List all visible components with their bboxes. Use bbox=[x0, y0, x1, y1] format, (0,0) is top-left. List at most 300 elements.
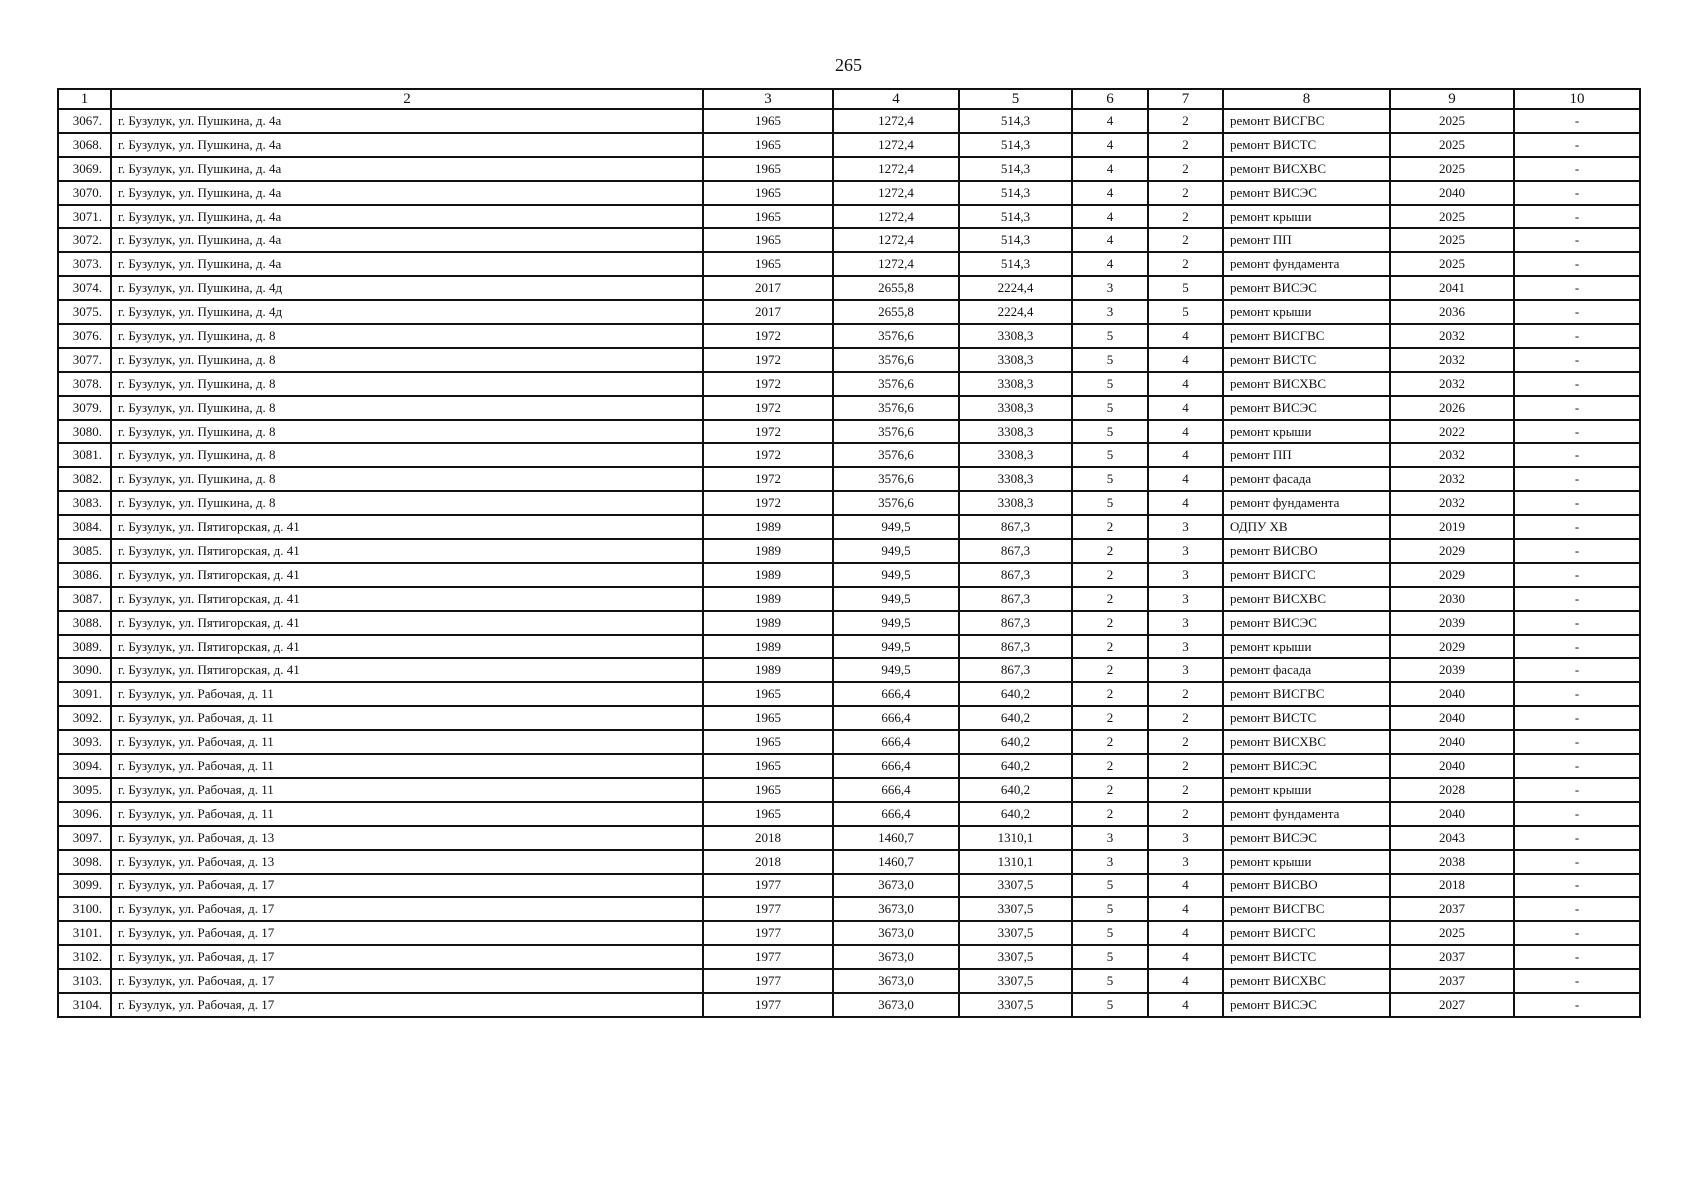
year-cell: 1972 bbox=[703, 467, 833, 491]
column-header: 6 bbox=[1072, 89, 1148, 109]
total-area-cell: 1460,7 bbox=[833, 850, 959, 874]
address-cell: г. Бузулук, ул. Пушкина, д. 4д bbox=[111, 276, 703, 300]
total-area-cell: 949,5 bbox=[833, 635, 959, 659]
table-row bbox=[58, 372, 1640, 396]
note-cell: - bbox=[1514, 252, 1640, 276]
entrances-cell: 3 bbox=[1148, 539, 1223, 563]
total-area-cell: 1272,4 bbox=[833, 181, 959, 205]
living-area-cell: 514,3 bbox=[959, 133, 1072, 157]
floors-cell: 5 bbox=[1072, 324, 1148, 348]
work-type-cell: ремонт фасада bbox=[1223, 467, 1390, 491]
entrances-cell: 2 bbox=[1148, 802, 1223, 826]
row-number-cell: 3103. bbox=[58, 969, 111, 993]
address-cell: г. Бузулук, ул. Пятигорская, д. 41 bbox=[111, 611, 703, 635]
total-area-cell: 1272,4 bbox=[833, 228, 959, 252]
entrances-cell: 4 bbox=[1148, 897, 1223, 921]
work-type-cell: ремонт фундамента bbox=[1223, 491, 1390, 515]
row-number-cell: 3101. bbox=[58, 921, 111, 945]
year-cell: 2018 bbox=[703, 826, 833, 850]
table-row bbox=[58, 778, 1640, 802]
table-row bbox=[58, 826, 1640, 850]
work-type-cell: ремонт крыши bbox=[1223, 778, 1390, 802]
row-number-cell: 3085. bbox=[58, 539, 111, 563]
table-row bbox=[58, 133, 1640, 157]
living-area-cell: 640,2 bbox=[959, 778, 1072, 802]
work-type-cell: ремонт ВИСВО bbox=[1223, 539, 1390, 563]
table-row bbox=[58, 324, 1640, 348]
total-area-cell: 3673,0 bbox=[833, 897, 959, 921]
year-cell: 2018 bbox=[703, 850, 833, 874]
note-cell: - bbox=[1514, 420, 1640, 444]
row-number-cell: 3099. bbox=[58, 874, 111, 898]
table-row bbox=[58, 754, 1640, 778]
total-area-cell: 949,5 bbox=[833, 539, 959, 563]
planned-year-cell: 2018 bbox=[1390, 874, 1514, 898]
work-type-cell: ремонт крыши bbox=[1223, 420, 1390, 444]
total-area-cell: 666,4 bbox=[833, 682, 959, 706]
table-row bbox=[58, 491, 1640, 515]
table-row bbox=[58, 181, 1640, 205]
planned-year-cell: 2040 bbox=[1390, 682, 1514, 706]
work-type-cell: ремонт ВИСХВС bbox=[1223, 587, 1390, 611]
table-row bbox=[58, 658, 1640, 682]
row-number-cell: 3087. bbox=[58, 587, 111, 611]
floors-cell: 4 bbox=[1072, 252, 1148, 276]
row-number-cell: 3071. bbox=[58, 205, 111, 229]
planned-year-cell: 2025 bbox=[1390, 133, 1514, 157]
entrances-cell: 3 bbox=[1148, 587, 1223, 611]
living-area-cell: 2224,4 bbox=[959, 300, 1072, 324]
living-area-cell: 640,2 bbox=[959, 706, 1072, 730]
planned-year-cell: 2043 bbox=[1390, 826, 1514, 850]
year-cell: 1965 bbox=[703, 205, 833, 229]
address-cell: г. Бузулук, ул. Рабочая, д. 17 bbox=[111, 993, 703, 1017]
note-cell: - bbox=[1514, 706, 1640, 730]
header-row bbox=[58, 89, 1640, 109]
row-number-cell: 3082. bbox=[58, 467, 111, 491]
note-cell: - bbox=[1514, 133, 1640, 157]
living-area-cell: 3307,5 bbox=[959, 969, 1072, 993]
entrances-cell: 2 bbox=[1148, 133, 1223, 157]
address-cell: г. Бузулук, ул. Пушкина, д. 8 bbox=[111, 396, 703, 420]
row-number-cell: 3093. bbox=[58, 730, 111, 754]
year-cell: 1972 bbox=[703, 324, 833, 348]
row-number-cell: 3069. bbox=[58, 157, 111, 181]
floors-cell: 3 bbox=[1072, 276, 1148, 300]
address-cell: г. Бузулук, ул. Пушкина, д. 4а bbox=[111, 157, 703, 181]
total-area-cell: 1460,7 bbox=[833, 826, 959, 850]
entrances-cell: 3 bbox=[1148, 515, 1223, 539]
work-type-cell: ремонт ВИСГС bbox=[1223, 563, 1390, 587]
note-cell: - bbox=[1514, 587, 1640, 611]
living-area-cell: 640,2 bbox=[959, 754, 1072, 778]
living-area-cell: 3307,5 bbox=[959, 993, 1072, 1017]
note-cell: - bbox=[1514, 921, 1640, 945]
planned-year-cell: 2037 bbox=[1390, 945, 1514, 969]
planned-year-cell: 2028 bbox=[1390, 778, 1514, 802]
entrances-cell: 4 bbox=[1148, 443, 1223, 467]
work-type-cell: ремонт крыши bbox=[1223, 850, 1390, 874]
address-cell: г. Бузулук, ул. Пушкина, д. 8 bbox=[111, 348, 703, 372]
row-number-cell: 3083. bbox=[58, 491, 111, 515]
address-cell: г. Бузулук, ул. Рабочая, д. 11 bbox=[111, 754, 703, 778]
year-cell: 1989 bbox=[703, 587, 833, 611]
year-cell: 2017 bbox=[703, 300, 833, 324]
note-cell: - bbox=[1514, 348, 1640, 372]
living-area-cell: 3308,3 bbox=[959, 491, 1072, 515]
planned-year-cell: 2040 bbox=[1390, 706, 1514, 730]
floors-cell: 5 bbox=[1072, 396, 1148, 420]
note-cell: - bbox=[1514, 467, 1640, 491]
year-cell: 1972 bbox=[703, 443, 833, 467]
note-cell: - bbox=[1514, 969, 1640, 993]
address-cell: г. Бузулук, ул. Пушкина, д. 4а bbox=[111, 205, 703, 229]
year-cell: 1972 bbox=[703, 420, 833, 444]
total-area-cell: 3576,6 bbox=[833, 491, 959, 515]
entrances-cell: 4 bbox=[1148, 348, 1223, 372]
row-number-cell: 3074. bbox=[58, 276, 111, 300]
year-cell: 1977 bbox=[703, 897, 833, 921]
total-area-cell: 949,5 bbox=[833, 658, 959, 682]
row-number-cell: 3094. bbox=[58, 754, 111, 778]
entrances-cell: 2 bbox=[1148, 157, 1223, 181]
floors-cell: 4 bbox=[1072, 205, 1148, 229]
note-cell: - bbox=[1514, 563, 1640, 587]
living-area-cell: 3308,3 bbox=[959, 324, 1072, 348]
living-area-cell: 3307,5 bbox=[959, 945, 1072, 969]
address-cell: г. Бузулук, ул. Пушкина, д. 8 bbox=[111, 324, 703, 348]
floors-cell: 2 bbox=[1072, 563, 1148, 587]
address-cell: г. Бузулук, ул. Пушкина, д. 8 bbox=[111, 443, 703, 467]
table-row bbox=[58, 850, 1640, 874]
address-cell: г. Бузулук, ул. Пятигорская, д. 41 bbox=[111, 635, 703, 659]
table-body bbox=[58, 109, 1640, 1017]
year-cell: 1989 bbox=[703, 611, 833, 635]
year-cell: 1977 bbox=[703, 921, 833, 945]
address-cell: г. Бузулук, ул. Рабочая, д. 17 bbox=[111, 874, 703, 898]
living-area-cell: 514,3 bbox=[959, 252, 1072, 276]
entrances-cell: 4 bbox=[1148, 324, 1223, 348]
column-header: 10 bbox=[1514, 89, 1640, 109]
address-cell: г. Бузулук, ул. Рабочая, д. 11 bbox=[111, 778, 703, 802]
table-row bbox=[58, 706, 1640, 730]
column-header: 4 bbox=[833, 89, 959, 109]
entrances-cell: 4 bbox=[1148, 969, 1223, 993]
note-cell: - bbox=[1514, 897, 1640, 921]
address-cell: г. Бузулук, ул. Рабочая, д. 17 bbox=[111, 897, 703, 921]
table-row bbox=[58, 969, 1640, 993]
work-type-cell: ремонт крыши bbox=[1223, 635, 1390, 659]
table-row bbox=[58, 682, 1640, 706]
floors-cell: 4 bbox=[1072, 228, 1148, 252]
column-header: 2 bbox=[111, 89, 703, 109]
note-cell: - bbox=[1514, 682, 1640, 706]
living-area-cell: 867,3 bbox=[959, 587, 1072, 611]
planned-year-cell: 2039 bbox=[1390, 611, 1514, 635]
work-type-cell: ремонт ВИСГС bbox=[1223, 921, 1390, 945]
planned-year-cell: 2040 bbox=[1390, 730, 1514, 754]
planned-year-cell: 2040 bbox=[1390, 754, 1514, 778]
address-cell: г. Бузулук, ул. Пушкина, д. 4а bbox=[111, 252, 703, 276]
work-type-cell: ремонт ВИСЭС bbox=[1223, 276, 1390, 300]
floors-cell: 5 bbox=[1072, 969, 1148, 993]
address-cell: г. Бузулук, ул. Пятигорская, д. 41 bbox=[111, 515, 703, 539]
entrances-cell: 3 bbox=[1148, 658, 1223, 682]
entrances-cell: 3 bbox=[1148, 826, 1223, 850]
year-cell: 1965 bbox=[703, 228, 833, 252]
work-type-cell: ремонт крыши bbox=[1223, 300, 1390, 324]
year-cell: 1972 bbox=[703, 372, 833, 396]
floors-cell: 5 bbox=[1072, 467, 1148, 491]
row-number-cell: 3086. bbox=[58, 563, 111, 587]
entrances-cell: 2 bbox=[1148, 778, 1223, 802]
floors-cell: 2 bbox=[1072, 778, 1148, 802]
table-row bbox=[58, 563, 1640, 587]
entrances-cell: 4 bbox=[1148, 945, 1223, 969]
row-number-cell: 3084. bbox=[58, 515, 111, 539]
total-area-cell: 666,4 bbox=[833, 706, 959, 730]
address-cell: г. Бузулук, ул. Пушкина, д. 8 bbox=[111, 491, 703, 515]
work-type-cell: ремонт ВИСЭС bbox=[1223, 396, 1390, 420]
floors-cell: 4 bbox=[1072, 157, 1148, 181]
work-type-cell: ремонт ВИСЭС bbox=[1223, 993, 1390, 1017]
total-area-cell: 3673,0 bbox=[833, 993, 959, 1017]
table-row bbox=[58, 467, 1640, 491]
address-cell: г. Бузулук, ул. Пушкина, д. 4а bbox=[111, 133, 703, 157]
total-area-cell: 949,5 bbox=[833, 611, 959, 635]
year-cell: 1965 bbox=[703, 778, 833, 802]
floors-cell: 5 bbox=[1072, 874, 1148, 898]
entrances-cell: 4 bbox=[1148, 993, 1223, 1017]
row-number-cell: 3098. bbox=[58, 850, 111, 874]
table-row bbox=[58, 157, 1640, 181]
planned-year-cell: 2025 bbox=[1390, 252, 1514, 276]
planned-year-cell: 2038 bbox=[1390, 850, 1514, 874]
note-cell: - bbox=[1514, 874, 1640, 898]
row-number-cell: 3100. bbox=[58, 897, 111, 921]
floors-cell: 5 bbox=[1072, 897, 1148, 921]
planned-year-cell: 2027 bbox=[1390, 993, 1514, 1017]
row-number-cell: 3091. bbox=[58, 682, 111, 706]
note-cell: - bbox=[1514, 205, 1640, 229]
year-cell: 1965 bbox=[703, 802, 833, 826]
note-cell: - bbox=[1514, 945, 1640, 969]
column-header: 5 bbox=[959, 89, 1072, 109]
floors-cell: 2 bbox=[1072, 802, 1148, 826]
row-number-cell: 3090. bbox=[58, 658, 111, 682]
note-cell: - bbox=[1514, 635, 1640, 659]
note-cell: - bbox=[1514, 850, 1640, 874]
note-cell: - bbox=[1514, 324, 1640, 348]
year-cell: 1972 bbox=[703, 396, 833, 420]
year-cell: 1965 bbox=[703, 109, 833, 133]
table-row bbox=[58, 443, 1640, 467]
floors-cell: 2 bbox=[1072, 635, 1148, 659]
planned-year-cell: 2025 bbox=[1390, 205, 1514, 229]
floors-cell: 4 bbox=[1072, 181, 1148, 205]
address-cell: г. Бузулук, ул. Пятигорская, д. 41 bbox=[111, 539, 703, 563]
year-cell: 2017 bbox=[703, 276, 833, 300]
work-type-cell: ремонт ВИСХВС bbox=[1223, 372, 1390, 396]
row-number-cell: 3072. bbox=[58, 228, 111, 252]
work-type-cell: ремонт ВИСЭС bbox=[1223, 826, 1390, 850]
table-row bbox=[58, 348, 1640, 372]
year-cell: 1965 bbox=[703, 157, 833, 181]
column-header: 1 bbox=[58, 89, 111, 109]
address-cell: г. Бузулук, ул. Рабочая, д. 13 bbox=[111, 850, 703, 874]
work-type-cell: ремонт фасада bbox=[1223, 658, 1390, 682]
year-cell: 1972 bbox=[703, 491, 833, 515]
floors-cell: 5 bbox=[1072, 420, 1148, 444]
floors-cell: 2 bbox=[1072, 754, 1148, 778]
note-cell: - bbox=[1514, 515, 1640, 539]
total-area-cell: 1272,4 bbox=[833, 252, 959, 276]
table-row bbox=[58, 993, 1640, 1017]
total-area-cell: 2655,8 bbox=[833, 300, 959, 324]
living-area-cell: 867,3 bbox=[959, 635, 1072, 659]
year-cell: 1977 bbox=[703, 945, 833, 969]
living-area-cell: 3308,3 bbox=[959, 443, 1072, 467]
column-header: 3 bbox=[703, 89, 833, 109]
year-cell: 1989 bbox=[703, 563, 833, 587]
address-cell: г. Бузулук, ул. Рабочая, д. 17 bbox=[111, 921, 703, 945]
row-number-cell: 3073. bbox=[58, 252, 111, 276]
entrances-cell: 3 bbox=[1148, 611, 1223, 635]
work-type-cell: ремонт ВИСХВС bbox=[1223, 730, 1390, 754]
address-cell: г. Бузулук, ул. Пушкина, д. 4а bbox=[111, 109, 703, 133]
entrances-cell: 2 bbox=[1148, 682, 1223, 706]
page-number: 265 bbox=[835, 55, 862, 75]
address-cell: г. Бузулук, ул. Пушкина, д. 4а bbox=[111, 228, 703, 252]
living-area-cell: 514,3 bbox=[959, 205, 1072, 229]
row-number-cell: 3075. bbox=[58, 300, 111, 324]
column-header: 8 bbox=[1223, 89, 1390, 109]
table-row bbox=[58, 109, 1640, 133]
entrances-cell: 2 bbox=[1148, 706, 1223, 730]
work-type-cell: ремонт ВИСТС bbox=[1223, 133, 1390, 157]
floors-cell: 2 bbox=[1072, 706, 1148, 730]
floors-cell: 5 bbox=[1072, 348, 1148, 372]
row-number-cell: 3078. bbox=[58, 372, 111, 396]
note-cell: - bbox=[1514, 802, 1640, 826]
living-area-cell: 867,3 bbox=[959, 563, 1072, 587]
total-area-cell: 3673,0 bbox=[833, 921, 959, 945]
total-area-cell: 666,4 bbox=[833, 778, 959, 802]
floors-cell: 5 bbox=[1072, 993, 1148, 1017]
living-area-cell: 1310,1 bbox=[959, 826, 1072, 850]
planned-year-cell: 2025 bbox=[1390, 109, 1514, 133]
address-cell: г. Бузулук, ул. Пятигорская, д. 41 bbox=[111, 658, 703, 682]
row-number-cell: 3095. bbox=[58, 778, 111, 802]
table-row bbox=[58, 252, 1640, 276]
total-area-cell: 3576,6 bbox=[833, 324, 959, 348]
total-area-cell: 3576,6 bbox=[833, 372, 959, 396]
row-number-cell: 3097. bbox=[58, 826, 111, 850]
table-row bbox=[58, 300, 1640, 324]
work-type-cell: ремонт ВИСХВС bbox=[1223, 157, 1390, 181]
table-row bbox=[58, 802, 1640, 826]
address-cell: г. Бузулук, ул. Рабочая, д. 17 bbox=[111, 969, 703, 993]
note-cell: - bbox=[1514, 157, 1640, 181]
living-area-cell: 3307,5 bbox=[959, 897, 1072, 921]
living-area-cell: 514,3 bbox=[959, 157, 1072, 181]
row-number-cell: 3076. bbox=[58, 324, 111, 348]
floors-cell: 2 bbox=[1072, 611, 1148, 635]
planned-year-cell: 2025 bbox=[1390, 921, 1514, 945]
work-type-cell: ремонт ПП bbox=[1223, 443, 1390, 467]
table-row bbox=[58, 897, 1640, 921]
address-cell: г. Бузулук, ул. Рабочая, д. 11 bbox=[111, 682, 703, 706]
total-area-cell: 3576,6 bbox=[833, 443, 959, 467]
planned-year-cell: 2041 bbox=[1390, 276, 1514, 300]
living-area-cell: 514,3 bbox=[959, 181, 1072, 205]
row-number-cell: 3081. bbox=[58, 443, 111, 467]
floors-cell: 2 bbox=[1072, 682, 1148, 706]
living-area-cell: 867,3 bbox=[959, 539, 1072, 563]
table-row bbox=[58, 228, 1640, 252]
total-area-cell: 3576,6 bbox=[833, 420, 959, 444]
work-type-cell: ремонт ВИСГВС bbox=[1223, 897, 1390, 921]
floors-cell: 3 bbox=[1072, 300, 1148, 324]
table-row bbox=[58, 515, 1640, 539]
row-number-cell: 3096. bbox=[58, 802, 111, 826]
living-area-cell: 3307,5 bbox=[959, 874, 1072, 898]
address-cell: г. Бузулук, ул. Пушкина, д. 8 bbox=[111, 467, 703, 491]
address-cell: г. Бузулук, ул. Пушкина, д. 4д bbox=[111, 300, 703, 324]
year-cell: 1965 bbox=[703, 133, 833, 157]
year-cell: 1965 bbox=[703, 682, 833, 706]
note-cell: - bbox=[1514, 778, 1640, 802]
note-cell: - bbox=[1514, 228, 1640, 252]
address-cell: г. Бузулук, ул. Пушкина, д. 4а bbox=[111, 181, 703, 205]
year-cell: 1989 bbox=[703, 658, 833, 682]
table-row bbox=[58, 205, 1640, 229]
floors-cell: 2 bbox=[1072, 515, 1148, 539]
table-row bbox=[58, 276, 1640, 300]
note-cell: - bbox=[1514, 658, 1640, 682]
table-row bbox=[58, 396, 1640, 420]
row-number-cell: 3102. bbox=[58, 945, 111, 969]
work-type-cell: ремонт ВИСГВС bbox=[1223, 682, 1390, 706]
living-area-cell: 640,2 bbox=[959, 682, 1072, 706]
row-number-cell: 3068. bbox=[58, 133, 111, 157]
work-type-cell: ОДПУ ХВ bbox=[1223, 515, 1390, 539]
floors-cell: 2 bbox=[1072, 587, 1148, 611]
work-type-cell: ремонт ВИСЭС bbox=[1223, 754, 1390, 778]
work-type-cell: ремонт ПП bbox=[1223, 228, 1390, 252]
entrances-cell: 4 bbox=[1148, 874, 1223, 898]
note-cell: - bbox=[1514, 993, 1640, 1017]
year-cell: 1965 bbox=[703, 706, 833, 730]
entrances-cell: 2 bbox=[1148, 730, 1223, 754]
row-number-cell: 3104. bbox=[58, 993, 111, 1017]
entrances-cell: 4 bbox=[1148, 491, 1223, 515]
note-cell: - bbox=[1514, 300, 1640, 324]
table-row bbox=[58, 921, 1640, 945]
table-row bbox=[58, 945, 1640, 969]
total-area-cell: 3576,6 bbox=[833, 348, 959, 372]
table-row bbox=[58, 611, 1640, 635]
planned-year-cell: 2032 bbox=[1390, 372, 1514, 396]
note-cell: - bbox=[1514, 276, 1640, 300]
note-cell: - bbox=[1514, 611, 1640, 635]
work-type-cell: ремонт ВИСЭС bbox=[1223, 611, 1390, 635]
floors-cell: 4 bbox=[1072, 133, 1148, 157]
planned-year-cell: 2029 bbox=[1390, 539, 1514, 563]
living-area-cell: 3307,5 bbox=[959, 921, 1072, 945]
planned-year-cell: 2036 bbox=[1390, 300, 1514, 324]
planned-year-cell: 2022 bbox=[1390, 420, 1514, 444]
